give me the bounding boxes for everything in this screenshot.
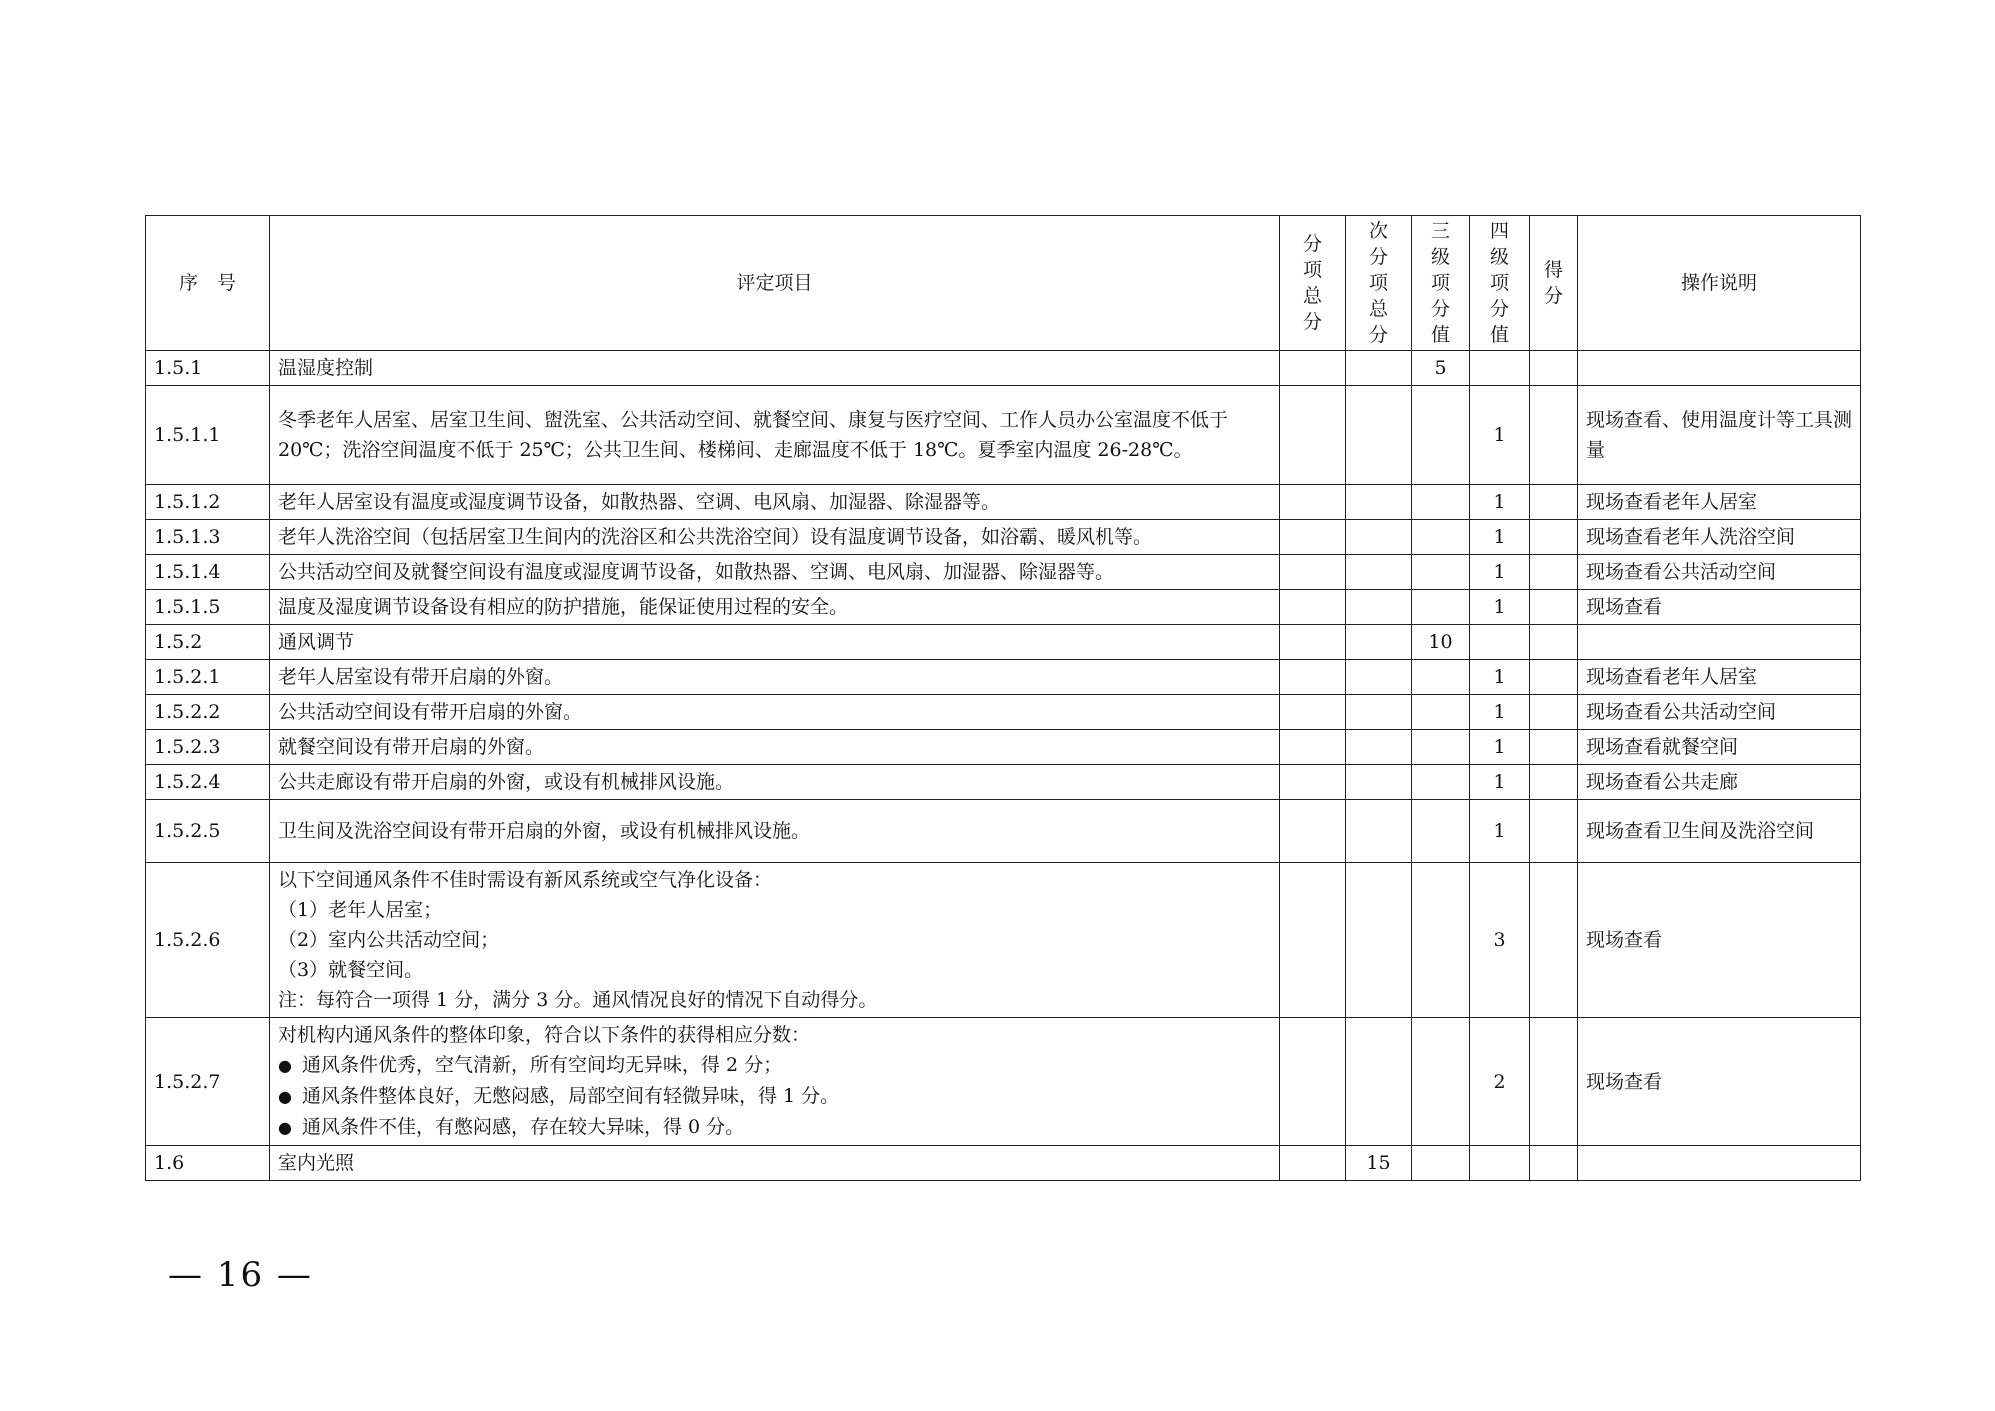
row-score [1530, 765, 1578, 800]
row-secondary-total: 15 [1346, 1146, 1412, 1181]
row-secondary-total [1346, 800, 1412, 863]
row-note: 现场查看老年人洗浴空间 [1578, 520, 1861, 555]
row-item [270, 555, 1280, 590]
row-secondary-total [1346, 863, 1412, 1018]
table-header-row [146, 216, 1861, 351]
row-note: 现场查看卫生间及洗浴空间 [1578, 800, 1861, 863]
header-seq: 序 号 [146, 216, 270, 351]
row-score [1530, 625, 1578, 660]
header-secondary-total: 次分项总分 [1346, 216, 1412, 351]
page-number: — 16 — [168, 1255, 313, 1295]
row-item [270, 1018, 1280, 1146]
row-sub-total [1280, 625, 1346, 660]
evaluation-table [145, 215, 1861, 1181]
row-note: 现场查看公共走廊 [1578, 765, 1861, 800]
table-row [146, 765, 1861, 800]
row-item [270, 485, 1280, 520]
row-note [1578, 1146, 1861, 1181]
row-level3 [1412, 1146, 1470, 1181]
row-secondary-total [1346, 695, 1412, 730]
table-row [146, 660, 1861, 695]
header-level4: 四级项分值 [1470, 216, 1530, 351]
row-seq: 1.5.1.3 [146, 520, 270, 555]
row-item [270, 1146, 1280, 1181]
row-secondary-total [1346, 660, 1412, 695]
row-note: 现场查看老年人居室 [1578, 660, 1861, 695]
header-item: 评定项目 [270, 216, 1280, 351]
row-sub-total [1280, 730, 1346, 765]
row-level3 [1412, 520, 1470, 555]
row-level4 [1470, 351, 1530, 386]
row-level3 [1412, 555, 1470, 590]
row-level4 [1470, 625, 1530, 660]
row-seq: 1.5.2.6 [146, 863, 270, 1018]
header-score: 得分 [1530, 216, 1578, 351]
table-row [146, 386, 1861, 485]
row-level4: 1 [1470, 660, 1530, 695]
table-row [146, 800, 1861, 863]
row-level4: 1 [1470, 730, 1530, 765]
row-level4: 1 [1470, 800, 1530, 863]
item-text-line: ● 通风条件整体良好，无憋闷感，局部空间有轻微异味，得 1 分。 [278, 1081, 1271, 1112]
row-seq: 1.5.1.4 [146, 555, 270, 590]
table-row [146, 520, 1861, 555]
row-seq: 1.5.1.5 [146, 590, 270, 625]
row-note: 现场查看 [1578, 1018, 1861, 1146]
row-secondary-total [1346, 555, 1412, 590]
row-item [270, 351, 1280, 386]
table-row [146, 485, 1861, 520]
row-secondary-total [1346, 351, 1412, 386]
row-score [1530, 520, 1578, 555]
row-score [1530, 351, 1578, 386]
row-score [1530, 660, 1578, 695]
row-level4: 2 [1470, 1018, 1530, 1146]
row-item [270, 386, 1280, 485]
row-seq: 1.6 [146, 1146, 270, 1181]
row-score [1530, 590, 1578, 625]
header-level3: 三级项分值 [1412, 216, 1470, 351]
row-level3: 10 [1412, 625, 1470, 660]
item-text-line: 温湿度控制 [278, 357, 374, 379]
table-row [146, 863, 1861, 1018]
table-row [146, 695, 1861, 730]
row-score [1530, 555, 1578, 590]
row-note: 现场查看 [1578, 590, 1861, 625]
item-text-line: （3）就餐空间。 [278, 959, 424, 981]
row-level3: 5 [1412, 351, 1470, 386]
row-item [270, 765, 1280, 800]
row-secondary-total [1346, 386, 1412, 485]
row-sub-total [1280, 1146, 1346, 1181]
row-level3 [1412, 800, 1470, 863]
row-secondary-total [1346, 590, 1412, 625]
header-sub-total: 分项总分 [1280, 216, 1346, 351]
row-level4: 3 [1470, 863, 1530, 1018]
row-score [1530, 386, 1578, 485]
row-score [1530, 695, 1578, 730]
row-sub-total [1280, 386, 1346, 485]
row-level3 [1412, 1018, 1470, 1146]
row-seq: 1.5.2.4 [146, 765, 270, 800]
item-text-line: 公共活动空间设有带开启扇的外窗。 [278, 701, 583, 723]
item-text-line: 公共走廊设有带开启扇的外窗，或设有机械排风设施。 [278, 771, 735, 793]
item-text-line: （2）室内公共活动空间； [278, 929, 500, 951]
row-secondary-total [1346, 520, 1412, 555]
row-level3 [1412, 590, 1470, 625]
row-item [270, 695, 1280, 730]
row-sub-total [1280, 485, 1346, 520]
row-seq: 1.5.2.3 [146, 730, 270, 765]
row-item [270, 800, 1280, 863]
row-level4: 1 [1470, 555, 1530, 590]
table-row [146, 730, 1861, 765]
row-note: 现场查看 [1578, 863, 1861, 1018]
row-level4: 1 [1470, 590, 1530, 625]
row-item [270, 625, 1280, 660]
row-sub-total [1280, 555, 1346, 590]
row-item [270, 730, 1280, 765]
row-seq: 1.5.1.1 [146, 386, 270, 485]
row-sub-total [1280, 351, 1346, 386]
row-score [1530, 1018, 1578, 1146]
row-seq: 1.5.2.1 [146, 660, 270, 695]
row-level3 [1412, 660, 1470, 695]
row-sub-total [1280, 765, 1346, 800]
item-text-line: 就餐空间设有带开启扇的外窗。 [278, 736, 545, 758]
row-item [270, 590, 1280, 625]
row-level3 [1412, 695, 1470, 730]
row-level4: 1 [1470, 485, 1530, 520]
table-row [146, 590, 1861, 625]
row-score [1530, 730, 1578, 765]
row-secondary-total [1346, 765, 1412, 800]
row-sub-total [1280, 520, 1346, 555]
row-note: 现场查看公共活动空间 [1578, 695, 1861, 730]
item-text-line: 温度及湿度调节设备设有相应的防护措施，能保证使用过程的安全。 [278, 596, 849, 618]
item-text-line: 卫生间及洗浴空间设有带开启扇的外窗，或设有机械排风设施。 [278, 820, 811, 842]
header-note: 操作说明 [1578, 216, 1861, 351]
row-level3 [1412, 386, 1470, 485]
item-text-line: 老年人居室设有带开启扇的外窗。 [278, 666, 564, 688]
row-note [1578, 625, 1861, 660]
row-seq: 1.5.1.2 [146, 485, 270, 520]
row-note: 现场查看老年人居室 [1578, 485, 1861, 520]
item-text-line: 老年人洗浴空间（包括居室卫生间内的洗浴区和公共洗浴空间）设有温度调节设备，如浴霸、暖风机等。 [278, 526, 1153, 548]
row-item [270, 863, 1280, 1018]
row-secondary-total [1346, 485, 1412, 520]
row-note: 现场查看公共活动空间 [1578, 555, 1861, 590]
row-seq: 1.5.2.5 [146, 800, 270, 863]
row-item [270, 520, 1280, 555]
row-level4: 1 [1470, 765, 1530, 800]
row-seq: 1.5.1 [146, 351, 270, 386]
row-level4: 1 [1470, 695, 1530, 730]
table-row [146, 1146, 1861, 1181]
row-sub-total [1280, 590, 1346, 625]
row-secondary-total [1346, 730, 1412, 765]
item-text-line: （1）老年人居室； [278, 899, 443, 921]
item-text-line: 对机构内通风条件的整体印象，符合以下条件的获得相应分数： [278, 1024, 811, 1046]
item-text-line: 公共活动空间及就餐空间设有温度或湿度调节设备，如散热器、空调、电风扇、加湿器、除湿器等。 [278, 561, 1115, 583]
table-row [146, 1018, 1861, 1146]
row-score [1530, 1146, 1578, 1181]
table-row [146, 351, 1861, 386]
row-note: 现场查看、使用温度计等工具测量 [1578, 386, 1861, 485]
item-text-line: 老年人居室设有温度或湿度调节设备，如散热器、空调、电风扇、加湿器、除湿器等。 [278, 491, 1001, 513]
row-secondary-total [1346, 1018, 1412, 1146]
row-level3 [1412, 863, 1470, 1018]
table-body [146, 351, 1861, 1181]
row-score [1530, 800, 1578, 863]
table-row [146, 555, 1861, 590]
row-sub-total [1280, 800, 1346, 863]
row-seq: 1.5.2 [146, 625, 270, 660]
item-text-line: ● 通风条件优秀，空气清新，所有空间均无异味，得 2 分； [278, 1050, 1271, 1081]
item-text-line: 注：每符合一项得 1 分，满分 3 分。通风情况良好的情况下自动得分。 [278, 989, 878, 1011]
row-level4: 1 [1470, 386, 1530, 485]
row-sub-total [1280, 863, 1346, 1018]
row-level3 [1412, 765, 1470, 800]
row-sub-total [1280, 1018, 1346, 1146]
item-text-line: 以下空间通风条件不佳时需设有新风系统或空气净化设备： [278, 869, 773, 891]
row-note [1578, 351, 1861, 386]
row-seq: 1.5.2.2 [146, 695, 270, 730]
row-score [1530, 485, 1578, 520]
item-text-line: ● 通风条件不佳，有憋闷感，存在较大异味，得 0 分。 [278, 1112, 1271, 1143]
row-level3 [1412, 730, 1470, 765]
row-secondary-total [1346, 625, 1412, 660]
row-seq: 1.5.2.7 [146, 1018, 270, 1146]
table-row [146, 625, 1861, 660]
row-sub-total [1280, 695, 1346, 730]
item-text-line: 室内光照 [278, 1152, 355, 1174]
row-score [1530, 863, 1578, 1018]
row-note: 现场查看就餐空间 [1578, 730, 1861, 765]
row-sub-total [1280, 660, 1346, 695]
row-level4: 1 [1470, 520, 1530, 555]
row-level4 [1470, 1146, 1530, 1181]
item-text-line: 通风调节 [278, 631, 355, 653]
item-text-line: 冬季老年人居室、居室卫生间、盥洗室、公共活动空间、就餐空间、康复与医疗空间、工作人员办公室温度不低于 20℃；洗浴空间温度不低于 25℃；公共卫生间、楼梯间、走廊温度不低于 18℃。夏季室内温度 26-28℃。 [278, 409, 1229, 461]
row-level3 [1412, 485, 1470, 520]
row-item [270, 660, 1280, 695]
